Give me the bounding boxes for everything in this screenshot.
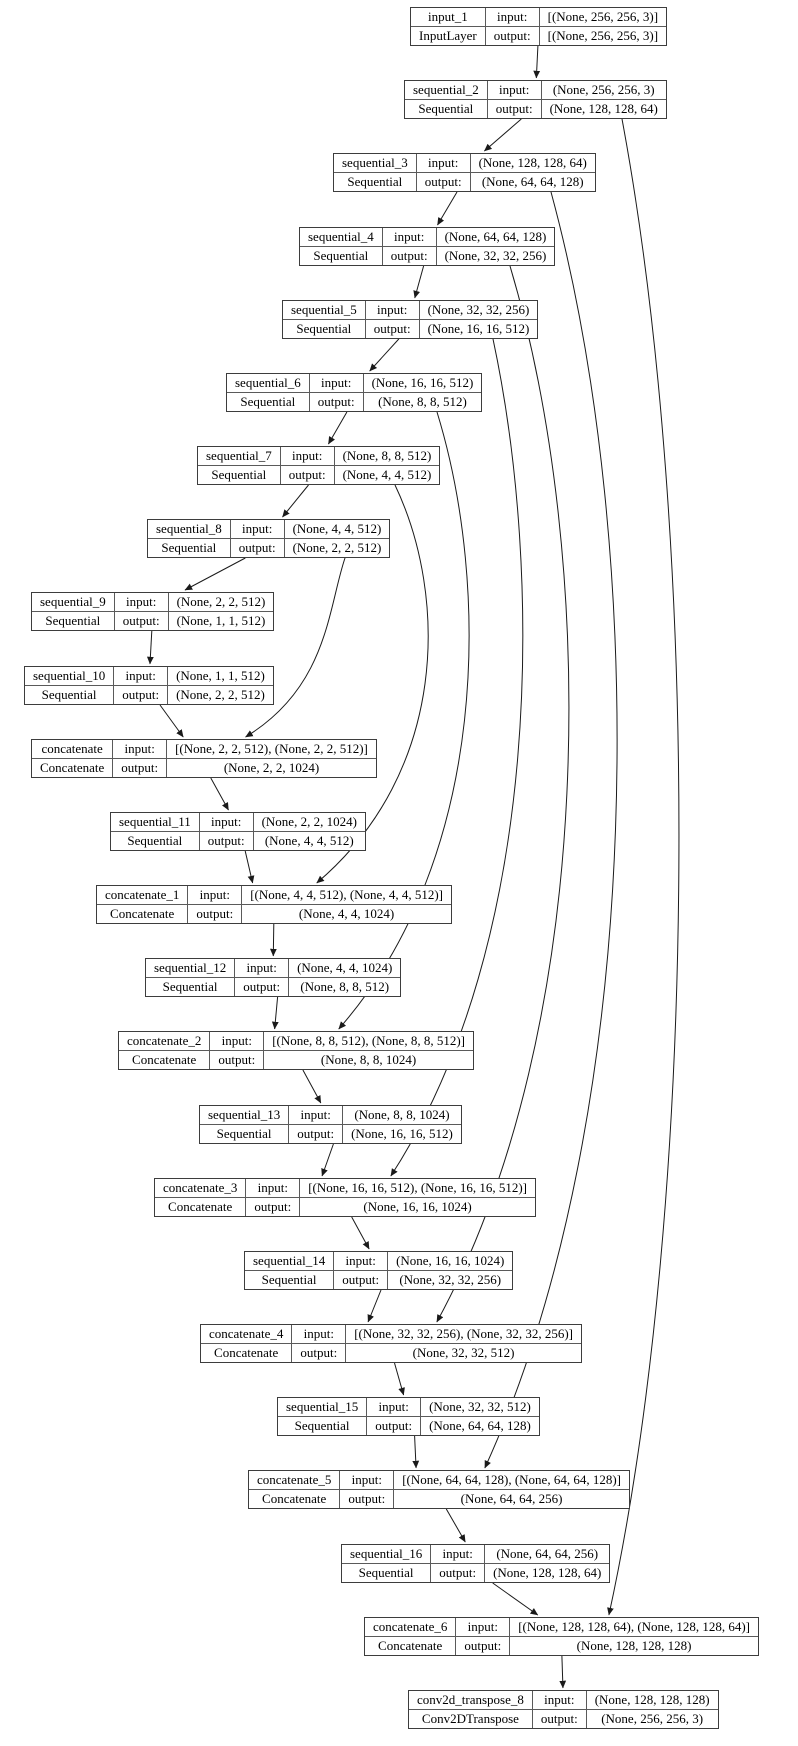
layer-node-sequential_8 <box>147 519 390 558</box>
layer-node-concatenate_5 <box>248 1470 630 1509</box>
edge-concatenate_6-to-conv2d_transpose_8 <box>562 1656 563 1688</box>
edge-sequential_12-to-concatenate_2 <box>275 997 278 1029</box>
layer-name: sequential_3 <box>342 155 408 170</box>
output-label: output: <box>339 1489 393 1508</box>
layer-name: concatenate <box>41 741 103 756</box>
layer-output-shape: (None, 4, 4, 512) <box>253 831 365 850</box>
edge-sequential_6-to-sequential_7 <box>328 412 346 444</box>
output-label: output: <box>113 685 167 704</box>
layer-output-shape: (None, 128, 128, 128) <box>509 1636 758 1655</box>
layer-node-sequential_5 <box>282 300 538 339</box>
input-label: input: <box>187 886 241 904</box>
layer-node-concatenate_3 <box>154 1178 536 1217</box>
layer-output-shape: (None, 32, 32, 256) <box>387 1270 512 1289</box>
output-label: output: <box>112 758 166 777</box>
layer-node-concatenate_1 <box>96 885 452 924</box>
skip-edge-sequential_6-to-concatenate_2 <box>339 412 469 1029</box>
input-label: input: <box>114 593 168 611</box>
layer-name: concatenate_4 <box>209 1326 284 1341</box>
layer-input-shape: [(None, 32, 32, 256), (None, 32, 32, 256)] <box>345 1325 581 1343</box>
layer-node-sequential_10 <box>24 666 274 705</box>
edge-concatenate_1-to-sequential_12 <box>273 924 274 956</box>
output-label: output: <box>430 1563 484 1582</box>
layer-name: conv2d_transpose_8 <box>417 1692 524 1707</box>
layer-output-shape: (None, 2, 2, 512) <box>284 538 390 557</box>
layer-node-sequential_12 <box>145 958 401 997</box>
layer-name: sequential_12 <box>154 960 227 975</box>
layer-type: Sequential <box>283 319 365 338</box>
output-label: output: <box>333 1270 387 1289</box>
layer-name: concatenate_3 <box>163 1180 238 1195</box>
edge-sequential_15-to-concatenate_5 <box>415 1436 416 1468</box>
input-label: input: <box>280 447 334 465</box>
output-label: output: <box>234 977 288 996</box>
layer-input-shape: (None, 128, 128, 64) <box>470 154 595 172</box>
input-label: input: <box>430 1545 484 1563</box>
input-label: input: <box>234 959 288 977</box>
input-label: input: <box>209 1032 263 1050</box>
layer-output-shape: (None, 4, 4, 512) <box>334 465 440 484</box>
layer-input-shape: (None, 2, 2, 1024) <box>253 813 365 831</box>
layer-input-shape: (None, 1, 1, 512) <box>167 667 273 685</box>
input-label: input: <box>112 740 166 758</box>
layer-name: concatenate_1 <box>105 887 180 902</box>
layer-name: sequential_7 <box>206 448 272 463</box>
layer-type: Sequential <box>278 1416 366 1435</box>
layer-input-shape: (None, 4, 4, 512) <box>284 520 390 538</box>
edge-concatenate_5-to-sequential_16 <box>446 1509 465 1542</box>
input-label: input: <box>532 1691 586 1709</box>
layer-type: Sequential <box>146 977 234 996</box>
layer-node-sequential_11 <box>110 812 366 851</box>
layer-name: sequential_15 <box>286 1399 359 1414</box>
layer-output-shape: (None, 64, 64, 128) <box>420 1416 539 1435</box>
skip-edge-sequential_8-to-concatenate <box>246 558 345 737</box>
layer-input-shape: (None, 32, 32, 512) <box>420 1398 539 1416</box>
layer-node-sequential_15 <box>277 1397 540 1436</box>
output-label: output: <box>309 392 363 411</box>
edge-sequential_16-to-concatenate_6 <box>493 1583 538 1615</box>
skip-edge-sequential_2-to-concatenate_6 <box>609 119 679 1615</box>
layer-output-shape: (None, 8, 8, 512) <box>363 392 482 411</box>
layer-output-shape: (None, 128, 128, 64) <box>484 1563 609 1582</box>
layer-input-shape: [(None, 2, 2, 512), (None, 2, 2, 512)] <box>166 740 376 758</box>
edge-sequential_3-to-sequential_4 <box>438 192 458 225</box>
layer-node-concatenate_2 <box>118 1031 474 1070</box>
input-label: input: <box>485 8 539 26</box>
layer-output-shape: (None, 2, 2, 1024) <box>166 758 376 777</box>
layer-output-shape: (None, 16, 16, 512) <box>419 319 538 338</box>
layer-type: Sequential <box>198 465 280 484</box>
layer-type: InputLayer <box>411 26 485 45</box>
layer-output-shape: [(None, 256, 256, 3)] <box>539 26 666 45</box>
layer-input-shape: (None, 8, 8, 1024) <box>342 1106 461 1124</box>
edge-sequential_5-to-sequential_6 <box>370 339 399 371</box>
edge-sequential_14-to-concatenate_4 <box>368 1290 381 1322</box>
layer-output-shape: (None, 1, 1, 512) <box>168 611 274 630</box>
output-label: output: <box>487 99 541 118</box>
layer-output-shape: (None, 64, 64, 256) <box>393 1489 629 1508</box>
layer-node-sequential_14 <box>244 1251 513 1290</box>
input-label: input: <box>365 301 419 319</box>
layer-input-shape: (None, 64, 64, 128) <box>436 228 555 246</box>
layer-node-conv2d_transpose_8 <box>408 1690 719 1729</box>
input-label: input: <box>487 81 541 99</box>
layer-node-sequential_3 <box>333 153 596 192</box>
input-label: input: <box>382 228 436 246</box>
layer-type: Concatenate <box>249 1489 339 1508</box>
input-label: input: <box>291 1325 345 1343</box>
layer-type: Concatenate <box>32 758 112 777</box>
layer-name: concatenate_6 <box>373 1619 448 1634</box>
layer-input-shape: (None, 128, 128, 128) <box>586 1691 718 1709</box>
layer-input-shape: [(None, 8, 8, 512), (None, 8, 8, 512)] <box>263 1032 473 1050</box>
layer-name: sequential_13 <box>208 1107 281 1122</box>
layer-name: sequential_11 <box>119 814 191 829</box>
layer-name: sequential_5 <box>291 302 357 317</box>
output-label: output: <box>230 538 284 557</box>
layer-output-shape: (None, 16, 16, 1024) <box>299 1197 535 1216</box>
layer-node-input_1 <box>410 7 667 46</box>
input-label: input: <box>113 667 167 685</box>
layer-name: input_1 <box>428 9 468 24</box>
layer-input-shape: [(None, 256, 256, 3)] <box>539 8 666 26</box>
layer-output-shape: (None, 4, 4, 1024) <box>241 904 451 923</box>
output-label: output: <box>291 1343 345 1362</box>
layer-input-shape: (None, 32, 32, 256) <box>419 301 538 319</box>
output-label: output: <box>366 1416 420 1435</box>
layer-input-shape: (None, 2, 2, 512) <box>168 593 274 611</box>
input-label: input: <box>333 1252 387 1270</box>
layer-output-shape: (None, 256, 256, 3) <box>586 1709 718 1728</box>
layer-type: Sequential <box>227 392 309 411</box>
output-label: output: <box>199 831 253 850</box>
layer-node-sequential_9 <box>31 592 274 631</box>
layer-output-shape: (None, 8, 8, 512) <box>288 977 400 996</box>
layer-node-sequential_7 <box>197 446 440 485</box>
edge-sequential_8-to-sequential_9 <box>185 558 245 590</box>
layer-node-sequential_2 <box>404 80 667 119</box>
layer-output-shape: (None, 32, 32, 512) <box>345 1343 581 1362</box>
output-label: output: <box>245 1197 299 1216</box>
layer-name: sequential_4 <box>308 229 374 244</box>
edge-sequential_2-to-sequential_3 <box>484 119 521 151</box>
output-label: output: <box>280 465 334 484</box>
layer-type: Sequential <box>200 1124 288 1143</box>
output-label: output: <box>382 246 436 265</box>
layer-input-shape: [(None, 16, 16, 512), (None, 16, 16, 512)] <box>299 1179 535 1197</box>
layer-type: Sequential <box>148 538 230 557</box>
output-label: output: <box>485 26 539 45</box>
layer-node-sequential_16 <box>341 1544 610 1583</box>
edge-sequential_10-to-concatenate <box>160 705 183 737</box>
layer-type: Concatenate <box>365 1636 455 1655</box>
layer-name: sequential_14 <box>253 1253 326 1268</box>
edge-concatenate_3-to-sequential_14 <box>352 1217 369 1249</box>
layer-node-sequential_4 <box>299 227 555 266</box>
layer-node-sequential_13 <box>199 1105 462 1144</box>
input-label: input: <box>455 1618 509 1636</box>
layer-type: Sequential <box>245 1270 333 1289</box>
layer-name: sequential_9 <box>40 594 106 609</box>
layer-output-shape: (None, 32, 32, 256) <box>436 246 555 265</box>
layer-output-shape: (None, 128, 128, 64) <box>541 99 666 118</box>
layer-name: concatenate_5 <box>257 1472 332 1487</box>
layer-node-sequential_6 <box>226 373 482 412</box>
layer-name: sequential_2 <box>413 82 479 97</box>
layer-type: Sequential <box>334 172 416 191</box>
layer-input-shape: (None, 8, 8, 512) <box>334 447 440 465</box>
edge-concatenate_2-to-sequential_13 <box>303 1070 321 1103</box>
output-label: output: <box>187 904 241 923</box>
layer-name: concatenate_2 <box>127 1033 202 1048</box>
layer-type: Concatenate <box>97 904 187 923</box>
input-label: input: <box>230 520 284 538</box>
output-label: output: <box>209 1050 263 1069</box>
edge-concatenate_4-to-sequential_15 <box>395 1363 404 1395</box>
layer-name: sequential_6 <box>235 375 301 390</box>
layer-input-shape: (None, 16, 16, 1024) <box>387 1252 512 1270</box>
output-label: output: <box>288 1124 342 1143</box>
layer-node-concatenate_6 <box>364 1617 759 1656</box>
layer-output-shape: (None, 64, 64, 128) <box>470 172 595 191</box>
layer-output-shape: (None, 8, 8, 1024) <box>263 1050 473 1069</box>
layer-input-shape: [(None, 4, 4, 512), (None, 4, 4, 512)] <box>241 886 451 904</box>
layer-type: Concatenate <box>119 1050 209 1069</box>
skip-edge-sequential_4-to-concatenate_4 <box>437 266 569 1322</box>
edge-sequential_9-to-sequential_10 <box>150 631 152 664</box>
layer-input-shape: (None, 64, 64, 256) <box>484 1545 609 1563</box>
layer-input-shape: (None, 16, 16, 512) <box>363 374 482 392</box>
layer-input-shape: (None, 256, 256, 3) <box>541 81 666 99</box>
layer-input-shape: [(None, 64, 64, 128), (None, 64, 64, 128)] <box>393 1471 629 1489</box>
edge-sequential_13-to-concatenate_3 <box>322 1144 333 1176</box>
edge-sequential_7-to-sequential_8 <box>283 485 309 517</box>
layer-type: Sequential <box>300 246 382 265</box>
layer-output-shape: (None, 2, 2, 512) <box>167 685 273 704</box>
layer-output-shape: (None, 16, 16, 512) <box>342 1124 461 1143</box>
output-label: output: <box>532 1709 586 1728</box>
layer-type: Sequential <box>25 685 113 704</box>
input-label: input: <box>199 813 253 831</box>
input-label: input: <box>288 1106 342 1124</box>
edge-concatenate-to-sequential_11 <box>211 778 229 810</box>
layer-type: Sequential <box>32 611 114 630</box>
layer-name: sequential_10 <box>33 668 106 683</box>
output-label: output: <box>416 172 470 191</box>
input-label: input: <box>366 1398 420 1416</box>
edge-sequential_11-to-concatenate_1 <box>245 851 252 883</box>
layer-type: Sequential <box>111 831 199 850</box>
layer-node-concatenate_4 <box>200 1324 582 1363</box>
edge-sequential_4-to-sequential_5 <box>415 266 424 298</box>
layer-name: sequential_16 <box>350 1546 423 1561</box>
layer-input-shape: [(None, 128, 128, 64), (None, 128, 128, 64)] <box>509 1618 758 1636</box>
layer-type: Sequential <box>342 1563 430 1582</box>
layer-type: Sequential <box>405 99 487 118</box>
input-label: input: <box>339 1471 393 1489</box>
output-label: output: <box>365 319 419 338</box>
layer-name: sequential_8 <box>156 521 222 536</box>
input-label: input: <box>309 374 363 392</box>
layer-input-shape: (None, 4, 4, 1024) <box>288 959 400 977</box>
layer-type: Concatenate <box>201 1343 291 1362</box>
output-label: output: <box>455 1636 509 1655</box>
edge-input_1-to-sequential_2 <box>536 46 538 78</box>
input-label: input: <box>245 1179 299 1197</box>
layer-node-concatenate <box>31 739 377 778</box>
input-label: input: <box>416 154 470 172</box>
output-label: output: <box>114 611 168 630</box>
layer-type: Concatenate <box>155 1197 245 1216</box>
layer-type: Conv2DTranspose <box>409 1709 532 1728</box>
